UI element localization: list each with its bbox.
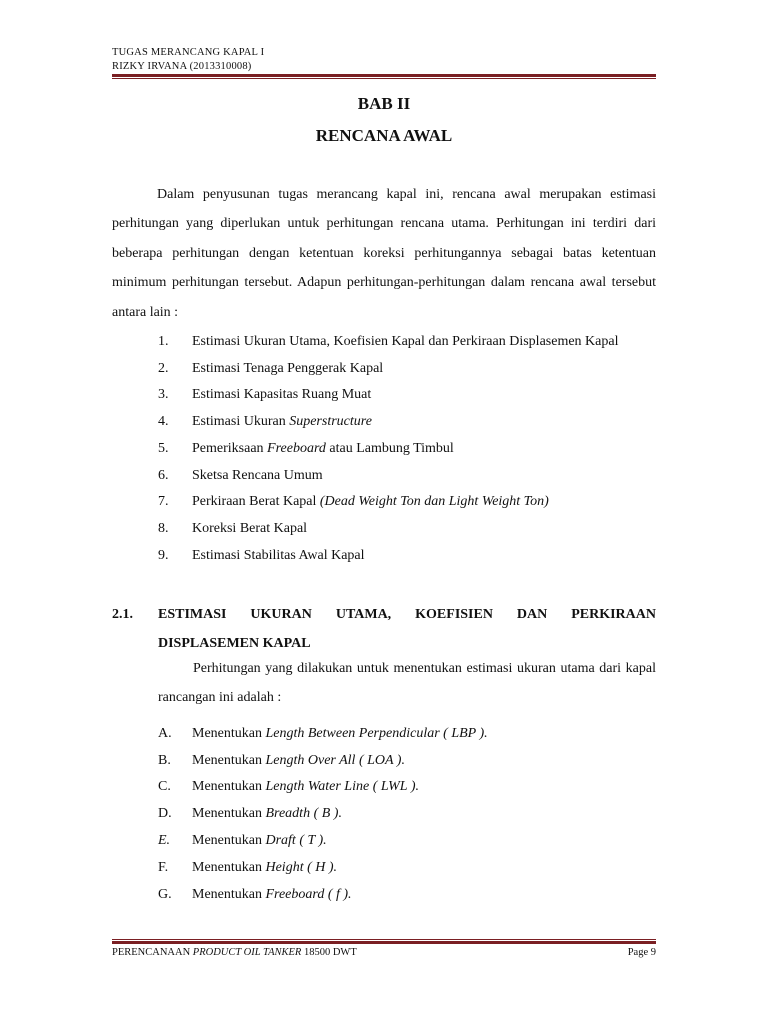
step-item: B. Menentukan Length Over All ( LOA ). [158, 753, 405, 768]
list-item: 4. Estimasi Ukuran Superstructure [158, 414, 372, 429]
step-item: F. Menentukan Height ( H ). [158, 860, 338, 875]
list-item: 2. Estimasi Tenaga Penggerak Kapal [158, 361, 384, 376]
step-item: G. Menentukan Freeboard ( f ). [158, 887, 352, 902]
section-title-line1: ESTIMASI UKURAN UTAMA, KOEFISIEN DAN PERKIRAAN [158, 607, 656, 622]
list-item: 8. Koreksi Berat Kapal [158, 521, 308, 536]
step-item: A. Menentukan Length Between Perpendicular ( LBP ). [158, 726, 488, 741]
intro-paragraph: Dalam penyusunan tugas merancang kapal ini, rencana awal merupakan estimasi perhitungan yang diperlukan untuk perhitungan rencana utama. Perhitungan ini terdiri dari beberapa perhitungan dengan ketentuan koreksi perhitungannya sebagai batas ketentuan minimum perhitungan tersebut. Adapun perhitungan-perhitungan dalam rencana awal tersebut antara lain : [112, 187, 656, 320]
footer-rule [112, 939, 656, 944]
header-author: RIZKY IRVANA (2013310008) [112, 61, 252, 72]
step-item: D. Menentukan Breadth ( B ). [158, 806, 342, 821]
chapter-number: BAB II [357, 94, 411, 113]
page-number: Page 9 [627, 947, 656, 958]
list-item: 7. Perkiraan Berat Kapal (Dead Weight Ton dan Light Weight Ton) [158, 494, 549, 509]
list-item: 3. Estimasi Kapasitas Ruang Muat [158, 387, 372, 402]
step-item: E. Menentukan Draft ( T ). [158, 833, 327, 848]
header-rule [112, 74, 656, 79]
list-item: 6. Sketsa Rencana Umum [158, 468, 323, 483]
list-item: 1. Estimasi Ukuran Utama, Koefisien Kapal dan Perkiraan Displasemen Kapal [158, 334, 619, 349]
footer [112, 947, 656, 958]
section-number: 2.1. [112, 607, 133, 622]
list-item: 5. Pemeriksaan Freeboard atau Lambung Timbul [158, 441, 454, 456]
section-title-line2: DISPLASEMEN KAPAL [158, 636, 311, 651]
header-course: TUGAS MERANCANG KAPAL I [112, 47, 265, 58]
footer-title: PERENCANAAN PRODUCT OIL TANKER 18500 DWT [112, 947, 357, 958]
list-item: 9. Estimasi Stabilitas Awal Kapal [158, 548, 365, 563]
section-intro: Perhitungan yang dilakukan untuk menentukan estimasi ukuran utama dari kapal rancangan ini adalah : [158, 661, 656, 706]
step-item: C. Menentukan Length Water Line ( LWL ). [158, 779, 419, 794]
chapter-title: RENCANA AWAL [315, 126, 453, 145]
